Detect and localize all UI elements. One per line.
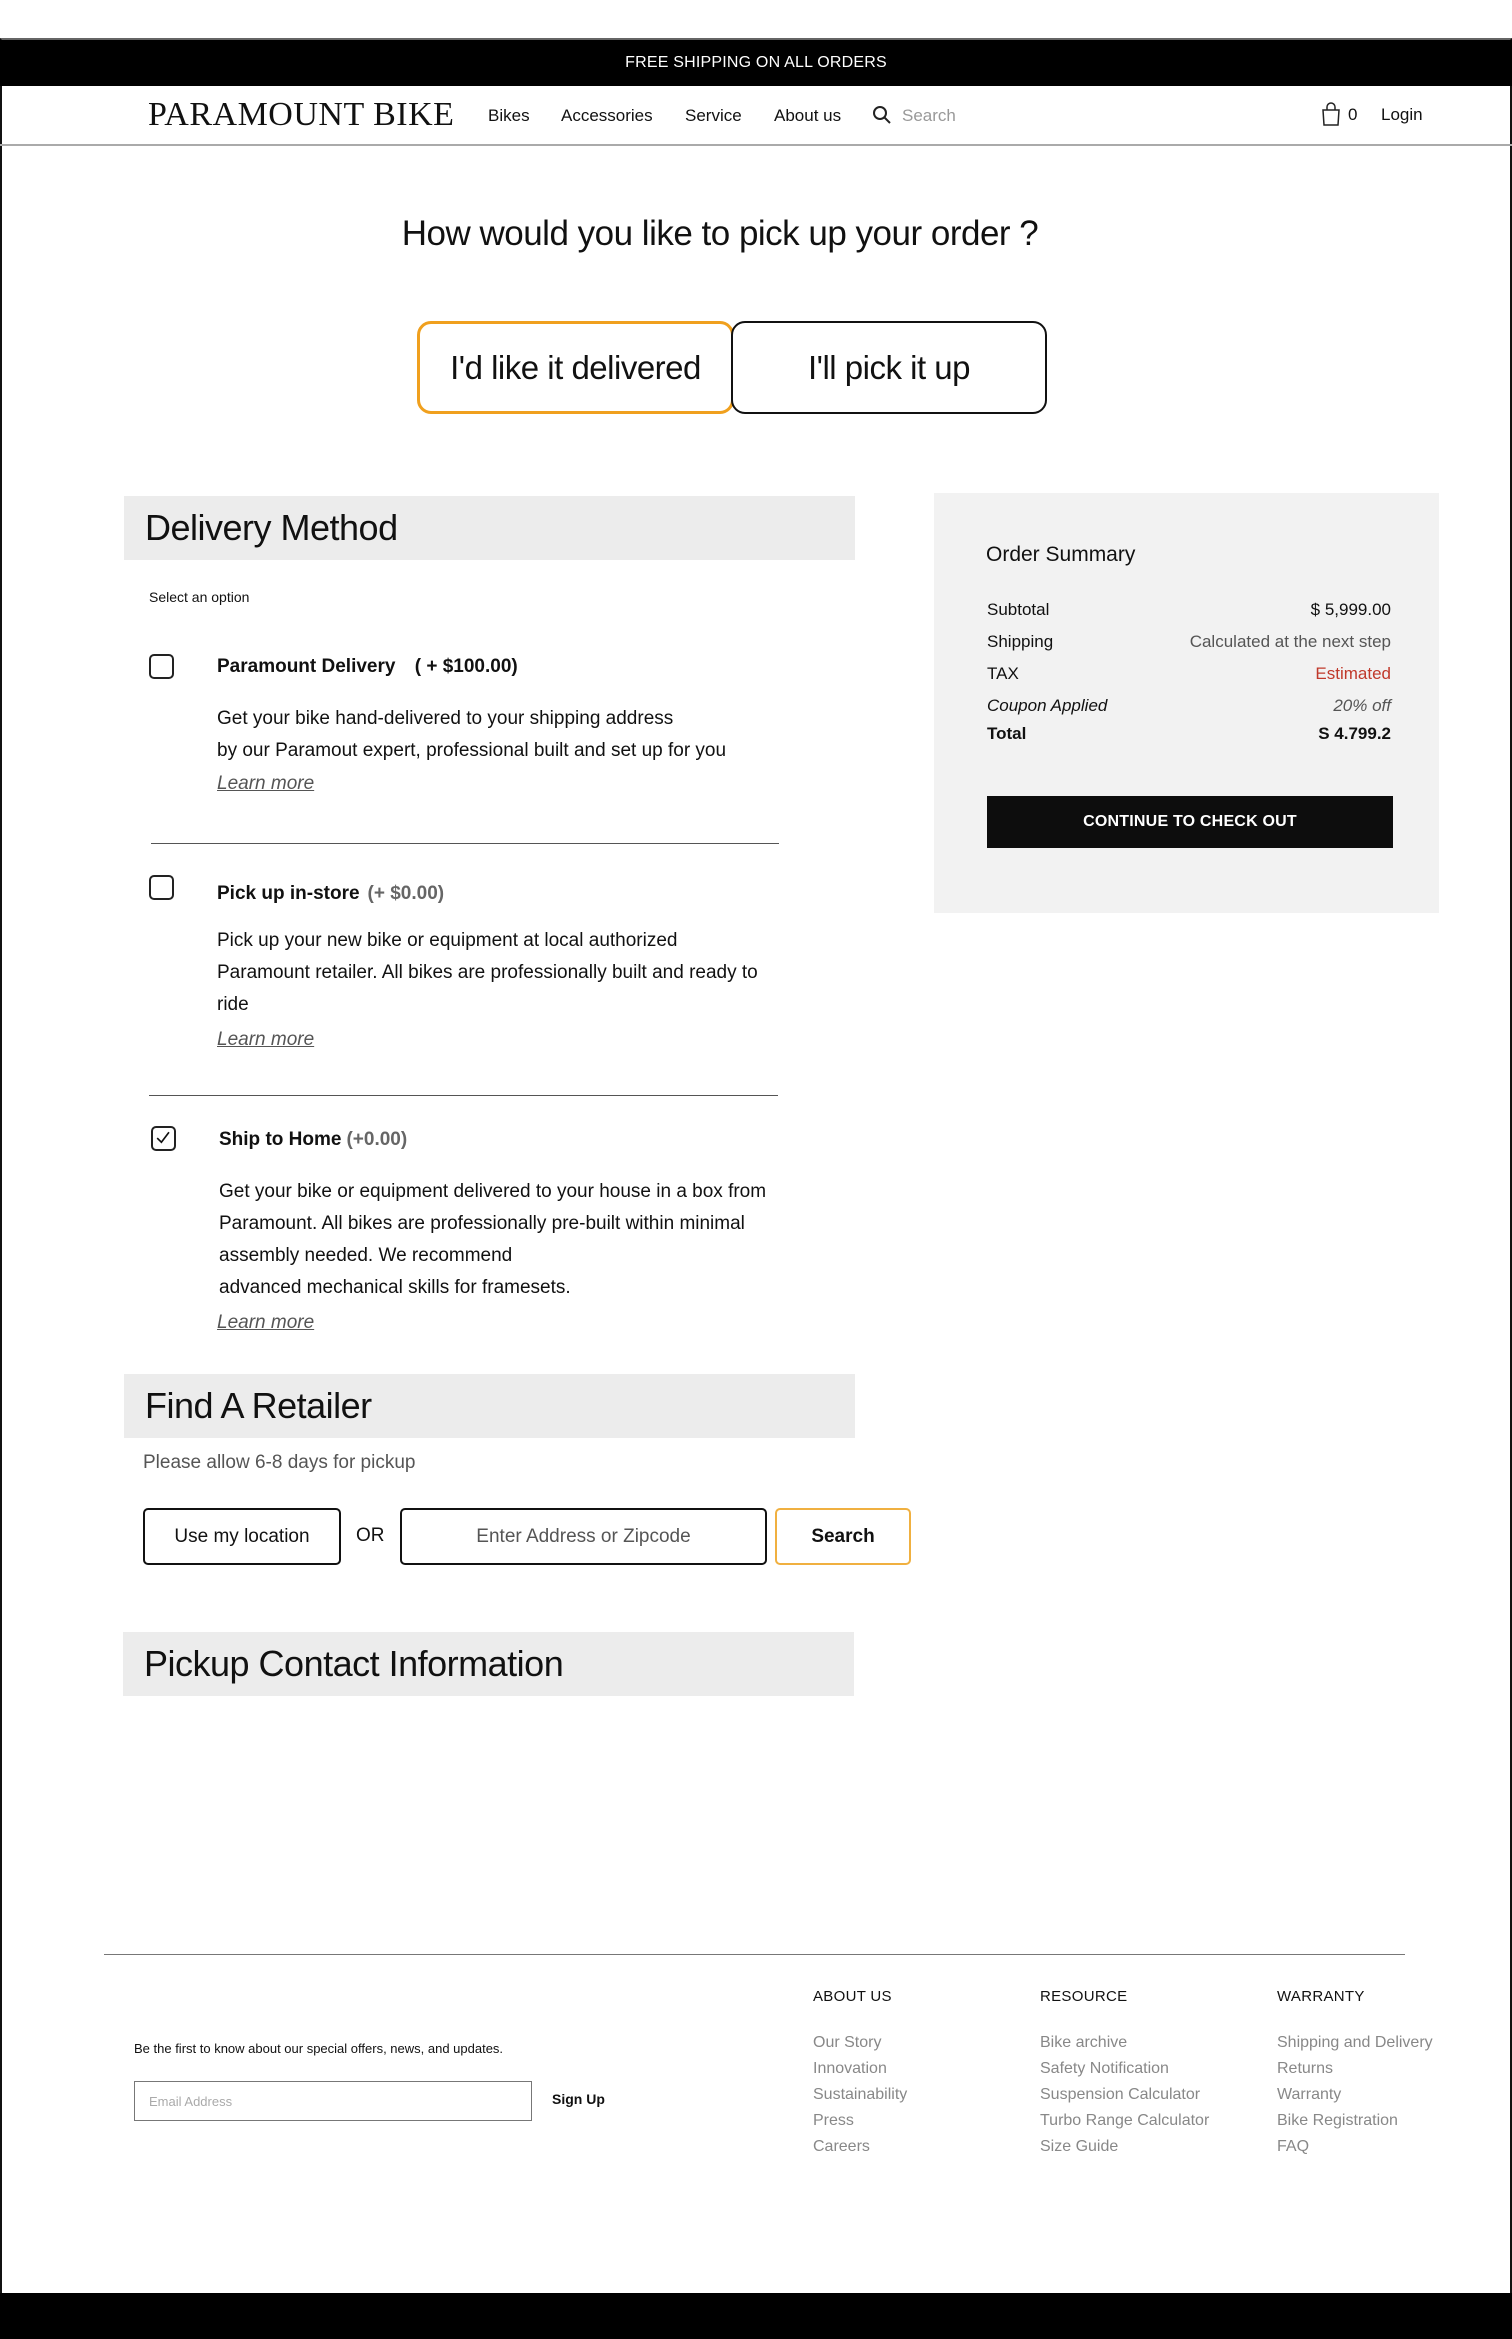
ship-to-home-desc bbox=[219, 1176, 766, 1304]
footer-link[interactable]: Warranty bbox=[1277, 2086, 1342, 2103]
nav-bikes[interactable]: Bikes bbox=[488, 106, 530, 125]
find-retailer-heading bbox=[124, 1374, 855, 1438]
ship-to-home-checkbox[interactable] bbox=[151, 1126, 176, 1151]
desc-line: advanced mechanical skills for framesets. bbox=[219, 1277, 571, 1298]
or-label: OR bbox=[356, 1525, 385, 1546]
summary-value: Calculated at the next step bbox=[1189, 632, 1391, 651]
summary-row-coupon bbox=[987, 696, 1391, 716]
footer-divider bbox=[104, 1954, 1405, 1955]
option-price: (+0.00) bbox=[346, 1129, 408, 1150]
summary-label: Shipping bbox=[987, 632, 1054, 651]
summary-row-shipping bbox=[987, 632, 1391, 652]
pickup-option-button[interactable]: I'll pick it up bbox=[731, 321, 1047, 414]
logo[interactable]: PARAMOUNT BIKE bbox=[148, 96, 455, 133]
paramount-delivery-title bbox=[217, 656, 518, 678]
desc-line: Pick up your new bike or equipment at local authorized bbox=[217, 930, 678, 951]
promo-text: FREE SHIPPING ON ALL ORDERS bbox=[625, 54, 887, 71]
pickup-contact-title: Pickup Contact Information bbox=[144, 1643, 564, 1684]
paramount-delivery-desc bbox=[217, 703, 726, 767]
nav-about-us[interactable]: About us bbox=[774, 106, 842, 125]
nav-service[interactable]: Service bbox=[685, 106, 742, 125]
summary-value: $ 5,999.00 bbox=[1310, 600, 1391, 619]
summary-label: Total bbox=[987, 724, 1027, 743]
footer-link[interactable]: Bike Registration bbox=[1277, 2112, 1398, 2129]
paramount-delivery-checkbox[interactable] bbox=[149, 654, 174, 679]
footer-col-warranty: WARRANTY bbox=[1277, 1988, 1365, 2005]
footer-link[interactable]: Returns bbox=[1277, 2060, 1334, 2077]
select-option-note: Select an option bbox=[149, 589, 250, 605]
footer-link[interactable]: Turbo Range Calculator bbox=[1040, 2112, 1210, 2129]
summary-value: 20% off bbox=[1333, 696, 1391, 715]
pickup-in-store-desc bbox=[217, 925, 758, 1021]
use-my-location-button[interactable]: Use my location bbox=[143, 1508, 341, 1565]
nav-accessories[interactable]: Accessories bbox=[561, 106, 653, 125]
footer-link[interactable]: Bike archive bbox=[1040, 2034, 1128, 2051]
summary-row-total bbox=[987, 724, 1391, 744]
find-retailer-title: Find A Retailer bbox=[145, 1385, 372, 1426]
desc-line: Paramount. All bikes are professionally pre-built within minimal bbox=[219, 1213, 745, 1234]
delivered-option-button[interactable]: I'd like it delivered bbox=[417, 321, 734, 414]
summary-label: Subtotal bbox=[987, 600, 1050, 619]
pickup-question: How would you like to pick up your order ? bbox=[401, 214, 1039, 253]
footer-link[interactable]: Size Guide bbox=[1040, 2138, 1119, 2155]
sign-up-button[interactable]: Sign Up bbox=[552, 2091, 605, 2107]
bottom-bar bbox=[0, 2293, 1512, 2339]
pickup-days-note: Please allow 6-8 days for pickup bbox=[143, 1452, 416, 1473]
cart-count: 0 bbox=[1348, 105, 1358, 124]
option-price: ( + $100.00) bbox=[414, 656, 518, 677]
option-title: Ship to Home bbox=[219, 1129, 342, 1150]
email-field[interactable] bbox=[134, 2081, 532, 2121]
checkmark-icon bbox=[153, 1128, 174, 1149]
footer-col-about-us: ABOUT US bbox=[813, 1988, 892, 2005]
ship-to-home-title bbox=[219, 1129, 407, 1151]
desc-line: Get your bike or equipment delivered to your house in a box from bbox=[219, 1181, 767, 1202]
summary-row-tax bbox=[987, 664, 1391, 684]
option-title: Paramount Delivery bbox=[217, 656, 396, 677]
desc-line: Paramount retailer. All bikes are professionally built and ready to bbox=[217, 962, 758, 983]
shopping-bag-icon[interactable] bbox=[1320, 102, 1342, 126]
divider bbox=[149, 1095, 778, 1096]
footer-link[interactable]: Suspension Calculator bbox=[1040, 2086, 1201, 2103]
option-price: (+ $0.00) bbox=[367, 883, 445, 904]
footer-link[interactable]: Press bbox=[813, 2112, 854, 2129]
login-link[interactable]: Login bbox=[1381, 105, 1423, 124]
summary-value: Estimated bbox=[1315, 664, 1391, 683]
summary-value: S 4.799.2 bbox=[1318, 724, 1391, 743]
desc-line: ride bbox=[217, 994, 249, 1015]
footer-link[interactable]: Safety Notification bbox=[1040, 2060, 1169, 2077]
footer-link[interactable]: Shipping and Delivery bbox=[1277, 2034, 1433, 2051]
continue-to-checkout-button[interactable]: CONTINUE TO CHECK OUT bbox=[987, 796, 1393, 848]
summary-label: Coupon Applied bbox=[987, 696, 1108, 715]
pickup-in-store-checkbox[interactable] bbox=[149, 875, 174, 900]
delivery-method-title: Delivery Method bbox=[145, 507, 398, 548]
desc-line: Get your bike hand-delivered to your shipping address bbox=[217, 708, 674, 729]
search-icon[interactable] bbox=[872, 105, 892, 125]
pickup-contact-heading bbox=[123, 1632, 854, 1696]
summary-label: TAX bbox=[987, 664, 1019, 683]
pickup-in-store-title bbox=[217, 883, 444, 905]
footer-link[interactable]: Innovation bbox=[813, 2060, 887, 2077]
footer-link[interactable]: Careers bbox=[813, 2138, 870, 2155]
retailer-search-button[interactable]: Search bbox=[775, 1508, 911, 1565]
learn-more-link[interactable]: Learn more bbox=[217, 773, 315, 794]
delivery-method-heading bbox=[124, 496, 855, 560]
order-summary bbox=[934, 493, 1439, 913]
footer-link[interactable]: Our Story bbox=[813, 2034, 882, 2051]
desc-line: by our Paramout expert, professional built and set up for you bbox=[217, 740, 727, 761]
top-nav bbox=[0, 86, 1512, 146]
promo-bar bbox=[0, 40, 1512, 86]
summary-row-subtotal bbox=[987, 600, 1391, 620]
option-title: Pick up in-store bbox=[217, 883, 360, 904]
address-zipcode-input[interactable] bbox=[400, 1508, 767, 1565]
order-summary-title: Order Summary bbox=[986, 543, 1136, 566]
learn-more-link[interactable]: Learn more bbox=[217, 1312, 315, 1333]
footer-link[interactable]: FAQ bbox=[1277, 2138, 1310, 2155]
newsletter-text: Be the first to know about our special offers, news, and updates. bbox=[134, 2041, 504, 2056]
divider bbox=[151, 843, 779, 844]
desc-line: assembly needed. We recommend bbox=[219, 1245, 513, 1266]
learn-more-link[interactable]: Learn more bbox=[217, 1029, 315, 1050]
search-input[interactable]: Search bbox=[902, 106, 956, 125]
footer-col-resource: RESOURCE bbox=[1040, 1988, 1128, 2005]
footer-link[interactable]: Sustainability bbox=[813, 2086, 908, 2103]
